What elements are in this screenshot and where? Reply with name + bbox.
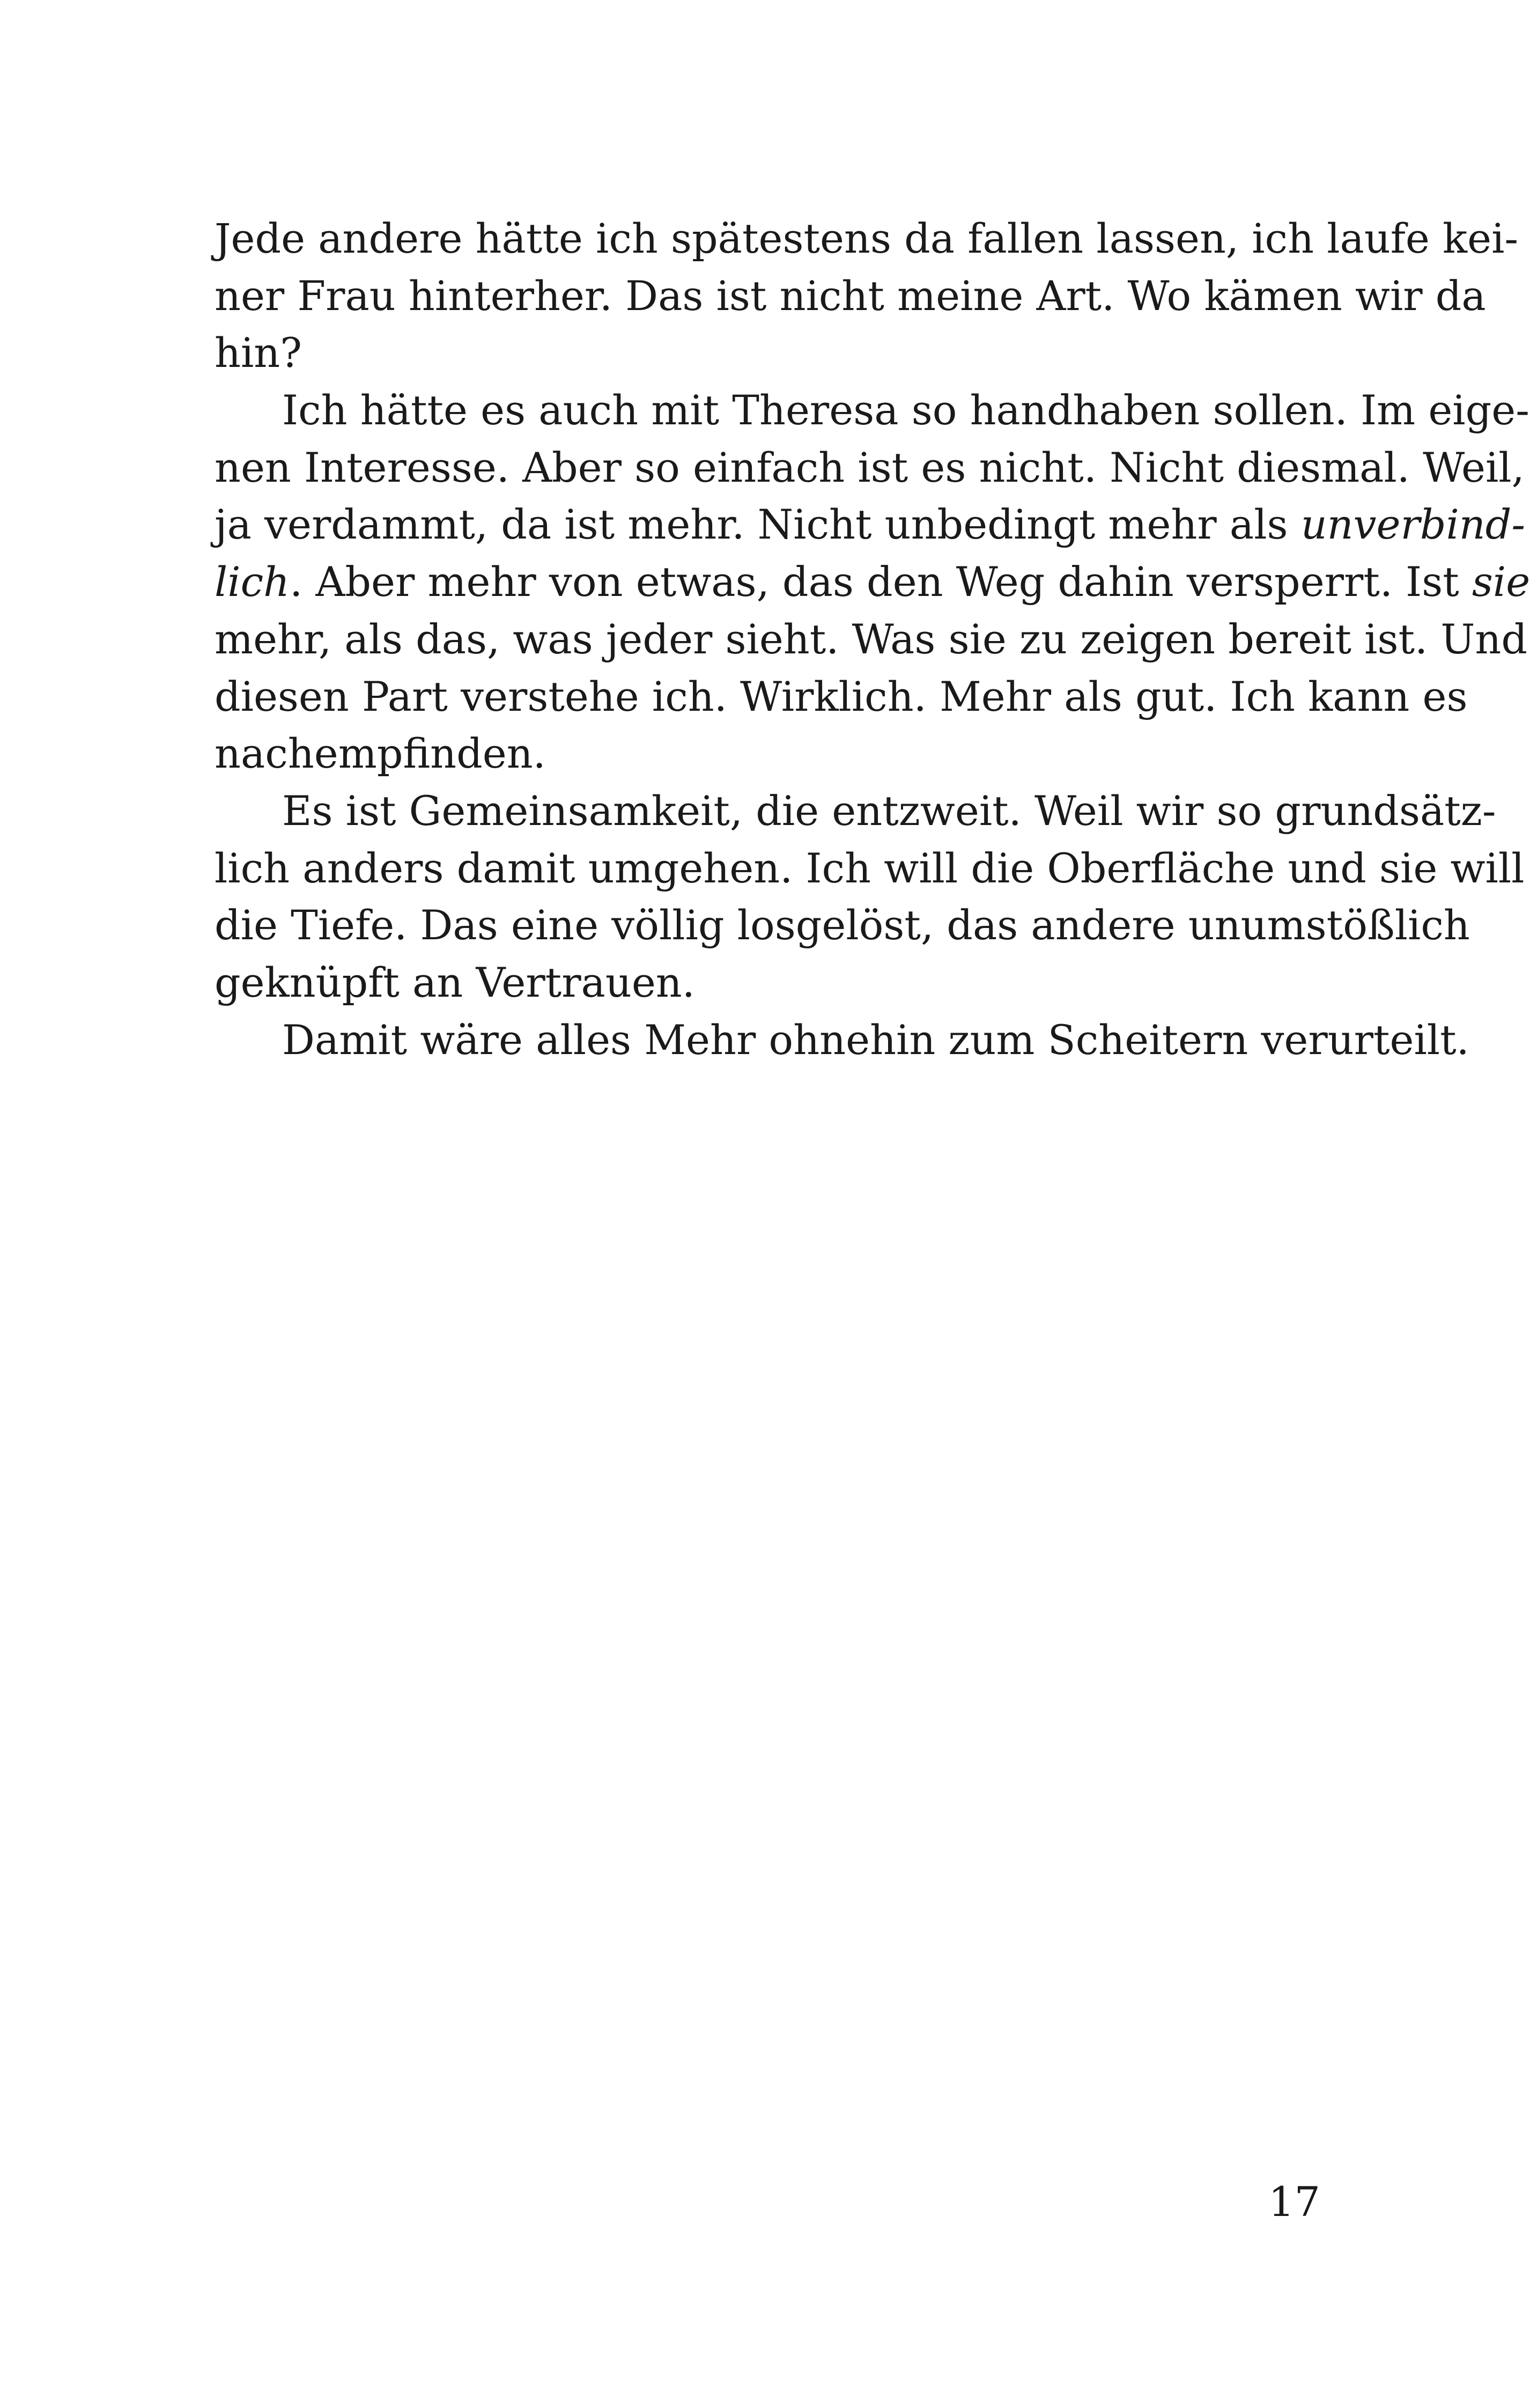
text-line [215,496,1526,554]
paragraph-1 [215,210,1519,382]
text-line: geknüpft an Vertrauen. [215,958,695,1006]
text-line: hin? [215,329,302,377]
text-line: ner Frau hinterher. Das ist nicht meine Art. Wo kämen wir da [215,271,1486,320]
body-text [215,210,1530,1069]
text-line: nen Interesse. Aber so einfach ist es nicht. Nicht diesmal. Weil, [215,443,1525,491]
text-line [215,554,1530,611]
paragraph-4 [215,1012,1469,1069]
text-line: Ich hätte es auch mit Theresa so handhaben sollen. Im eige- [282,386,1529,435]
text-segment: . Aber mehr von etwas, das den Weg dahin versperrt. Ist [290,558,1472,606]
text-line: nachempfinden. [215,730,546,778]
text-line: Jede andere hätte ich spätestens da fallen lassen, ich laufe kei- [215,215,1519,262]
text-line: Damit wäre alles Mehr ohnehin zum Scheitern verurteilt. [282,1015,1469,1064]
paragraph-2 [215,382,1530,783]
italic-text: sie [1472,558,1530,606]
text-line: die Tiefe. Das eine völlig losgelöst, das andere unumstößlich [215,901,1470,949]
text-line: mehr, als das, was jeder sieht. Was sie zu zeigen bereit ist. Und [215,615,1527,663]
paragraph-3 [215,783,1525,1012]
text-line: lich anders damit umgehen. Ich will die Oberfläche und sie will [215,844,1525,892]
text-line: diesen Part verstehe ich. Wirklich. Mehr als gut. Ich kann es [215,672,1468,720]
text-segment: ja verdammt, da ist mehr. Nicht unbedingt mehr als [215,500,1301,549]
italic-text: unverbind- [1300,500,1526,549]
italic-text: lich [215,558,290,606]
page-number: 17 [1268,2178,1320,2226]
text-line: Es ist Gemeinsamkeit, die entzweit. Weil wir so grundsätz- [282,786,1496,835]
